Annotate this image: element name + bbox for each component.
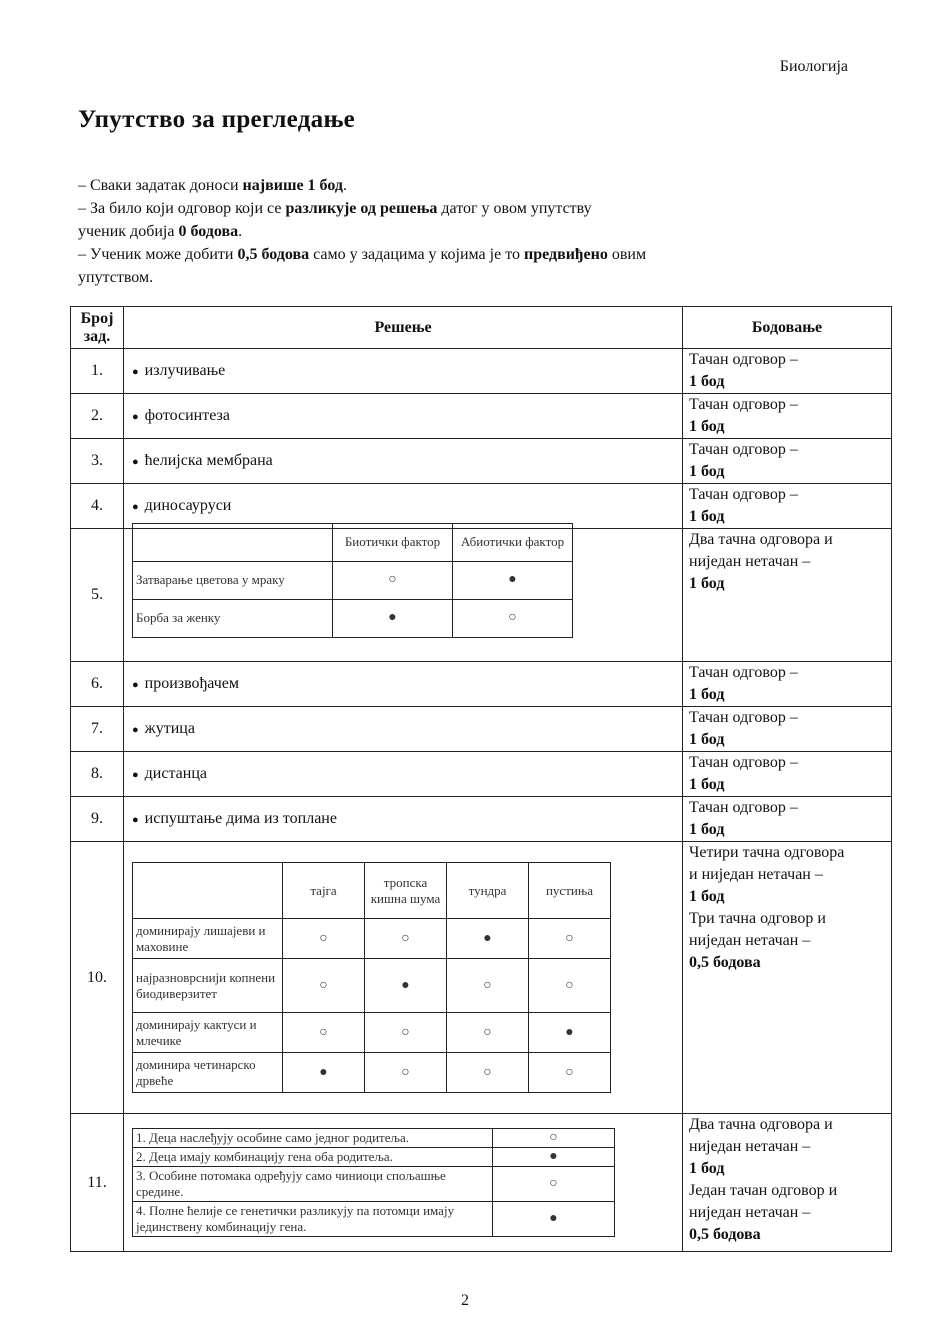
- scoring-cell: [683, 1114, 892, 1252]
- header-solution: Решење: [124, 307, 683, 349]
- statement-text: 2. Деца имају комбинацију гена оба родитеља.: [133, 1148, 493, 1167]
- bullet-icon: ●: [132, 366, 139, 378]
- scoring-cell: [683, 707, 892, 752]
- score-points: 1 бод: [689, 418, 725, 435]
- score-points: 1 бод: [689, 1160, 725, 1177]
- rule-text: .: [342, 177, 347, 194]
- answer-text: излучивање: [144, 362, 226, 379]
- score-text: и ниједан нетачан –: [689, 866, 823, 883]
- score-text: ниједан нетачан –: [689, 553, 811, 570]
- rule-text: овим: [607, 246, 647, 263]
- sub-grid-row-label: доминира четинарско дрвеће: [133, 1053, 283, 1093]
- empty-circle-icon: ○: [365, 1013, 447, 1053]
- rule-text: – За било који одговор који се: [78, 200, 286, 217]
- solution-cell: [124, 752, 683, 797]
- rule-line: [78, 243, 798, 266]
- score-points: 1 бод: [689, 686, 725, 703]
- score-points: 1 бод: [689, 821, 725, 838]
- score-text: ниједан нетачан –: [689, 1138, 811, 1155]
- filled-dot-icon: ●: [283, 1053, 365, 1093]
- score-text: Тачан одговор –: [689, 754, 798, 771]
- filled-dot-icon: ●: [493, 1148, 615, 1167]
- task-number: 8.: [71, 752, 124, 797]
- score-points: 1 бод: [689, 731, 725, 748]
- task-number: 11.: [71, 1114, 124, 1252]
- empty-circle-icon: ○: [447, 1013, 529, 1053]
- empty-circle-icon: ○: [529, 919, 611, 959]
- task-number: 7.: [71, 707, 124, 752]
- empty-circle-icon: ○: [283, 919, 365, 959]
- score-text: Тачан одговор –: [689, 664, 798, 681]
- task-number: 3.: [71, 439, 124, 484]
- bullet-icon: ●: [132, 679, 139, 691]
- bullet-icon: ●: [132, 411, 139, 423]
- empty-circle-icon: ○: [333, 561, 453, 599]
- solution-cell: [124, 529, 683, 662]
- score-points: 1 бод: [689, 575, 725, 592]
- answer-text: дистанца: [144, 765, 207, 782]
- sub-grid-row: [133, 599, 573, 637]
- filled-dot-icon: ●: [529, 1013, 611, 1053]
- sub-grid-col-header: Биотички фактор: [333, 523, 453, 561]
- sub-grid-col-header: тундра: [447, 863, 529, 919]
- header-task-number: Број зад.: [71, 307, 124, 349]
- bullet-icon: ●: [132, 501, 139, 513]
- scoring-cell: [683, 662, 892, 707]
- scoring-cell: [683, 797, 892, 842]
- rule-text: само у задацима у којима је то: [309, 246, 524, 263]
- statement-text: 4. Полне ћелије се генетички разликују па потомци имају јединствену комбинацију гена.: [133, 1202, 493, 1237]
- table-row: [71, 842, 892, 1114]
- score-text: Тачан одговор –: [689, 441, 798, 458]
- rule-emphasis: предвиђено: [523, 246, 608, 263]
- answer-text: диносауруси: [144, 497, 232, 514]
- rule-line: [78, 197, 798, 220]
- sub-grid-corner: [133, 523, 333, 561]
- statement-text: 1. Деца наслеђују особине само једног родитеља.: [133, 1129, 493, 1148]
- bullet-icon: ●: [132, 456, 139, 468]
- sub-grid-row: [133, 1053, 611, 1093]
- header-scoring: Бодовање: [683, 307, 892, 349]
- sub-grid-col-header: Абиотички фактор: [453, 523, 573, 561]
- sub-grid-row: [133, 561, 573, 599]
- scoring-cell: [683, 842, 892, 1114]
- filled-dot-icon: ●: [333, 599, 453, 637]
- table-row: [71, 394, 892, 439]
- rule-text: датог у овом упутству: [437, 200, 592, 217]
- empty-circle-icon: ○: [529, 1053, 611, 1093]
- solution-cell: [124, 662, 683, 707]
- rule-line: [78, 174, 798, 197]
- table-row: [71, 797, 892, 842]
- scoring-cell: [683, 484, 892, 529]
- rule-text: упутством.: [78, 269, 154, 286]
- scoring-cell: [683, 752, 892, 797]
- task-number: 4.: [71, 484, 124, 529]
- table-row: [71, 439, 892, 484]
- solution-cell: [124, 797, 683, 842]
- scoring-cell: [683, 439, 892, 484]
- score-text: ниједан нетачан –: [689, 932, 811, 949]
- bullet-icon: ●: [132, 814, 139, 826]
- empty-circle-icon: ○: [365, 1053, 447, 1093]
- score-text: Четири тачна одговора: [689, 844, 845, 861]
- answer-text: ћелијска мембрана: [144, 452, 273, 469]
- empty-circle-icon: ○: [447, 1053, 529, 1093]
- solution-cell: [124, 349, 683, 394]
- rule-line: [78, 220, 798, 243]
- empty-circle-icon: ○: [365, 919, 447, 959]
- score-text: Два тачна одговора и: [689, 1116, 833, 1133]
- score-text: Тачан одговор –: [689, 351, 798, 368]
- bullet-icon: ●: [132, 724, 139, 736]
- sub-grid-col-header: тајга: [283, 863, 365, 919]
- score-points: 0,5 бодова: [689, 1226, 761, 1243]
- sub-grid-row-label: најразноврснији копнени биодиверзитет: [133, 959, 283, 1013]
- score-text: Два тачна одговора и: [689, 531, 833, 548]
- sub-grid-row-label: Затварање цветова у мраку: [133, 561, 333, 599]
- empty-circle-icon: ○: [283, 1013, 365, 1053]
- subject-header: Биологија: [779, 58, 848, 75]
- score-text: ниједан нетачан –: [689, 1204, 811, 1221]
- statement-text: 3. Особине потомака одређују само чиниоци спољашње средине.: [133, 1167, 493, 1202]
- sub-grid: [132, 523, 573, 638]
- score-text: Три тачна одговор и: [689, 910, 826, 927]
- solution-cell: [124, 439, 683, 484]
- solution-cell: [124, 394, 683, 439]
- filled-dot-icon: ●: [493, 1202, 615, 1237]
- statement-row: [133, 1167, 615, 1202]
- score-points: 0,5 бодова: [689, 954, 761, 971]
- score-points: 1 бод: [689, 373, 725, 390]
- table-row: [71, 529, 892, 662]
- solution-cell: [124, 707, 683, 752]
- solution-cell: [124, 1114, 683, 1252]
- statement-list: [132, 1128, 615, 1237]
- table-row: [71, 662, 892, 707]
- task-number: 5.: [71, 529, 124, 662]
- score-text: Тачан одговор –: [689, 486, 798, 503]
- table-row: [71, 707, 892, 752]
- rule-line: [78, 266, 798, 289]
- task-number: 2.: [71, 394, 124, 439]
- empty-circle-icon: ○: [493, 1167, 615, 1202]
- sub-grid-col-header: тропска кишна шума: [365, 863, 447, 919]
- answer-text: испуштање дима из топлане: [144, 810, 337, 827]
- rule-emphasis: 0,5 бодова: [237, 246, 310, 263]
- answer-text: жутица: [144, 720, 195, 737]
- grading-rules: [78, 174, 798, 289]
- empty-circle-icon: ○: [447, 959, 529, 1013]
- rule-text: – Сваки задатак доноси: [78, 177, 243, 194]
- scoring-cell: [683, 349, 892, 394]
- statement-row: [133, 1148, 615, 1167]
- task-number: 10.: [71, 842, 124, 1114]
- statement-row: [133, 1129, 615, 1148]
- sub-grid-corner: [133, 863, 283, 919]
- answer-text: произвођачем: [144, 675, 240, 692]
- rule-text: – Ученик може добити: [78, 246, 238, 263]
- rule-emphasis: највише 1 бод: [242, 177, 343, 194]
- rule-emphasis: 0 бодова: [178, 223, 239, 240]
- solution-cell: [124, 842, 683, 1114]
- sub-grid-row: [133, 959, 611, 1013]
- sub-grid: [132, 862, 611, 1093]
- task-number: 6.: [71, 662, 124, 707]
- score-text: Тачан одговор –: [689, 799, 798, 816]
- empty-circle-icon: ○: [453, 599, 573, 637]
- score-text: Један тачан одговор и: [689, 1182, 838, 1199]
- answer-text: фотосинтеза: [144, 407, 230, 424]
- score-points: 1 бод: [689, 463, 725, 480]
- task-number: 1.: [71, 349, 124, 394]
- sub-grid-row: [133, 1013, 611, 1053]
- table-row: [71, 349, 892, 394]
- score-points: 1 бод: [689, 508, 725, 525]
- sub-grid-header: [133, 863, 611, 919]
- rule-text: .: [238, 223, 243, 240]
- table-row: [71, 1114, 892, 1252]
- answer-key-table: [70, 306, 892, 1252]
- statement-row: [133, 1202, 615, 1237]
- sub-grid-row: [133, 919, 611, 959]
- page-number: 2: [461, 1292, 469, 1309]
- score-points: 1 бод: [689, 888, 725, 905]
- empty-circle-icon: ○: [529, 959, 611, 1013]
- filled-dot-icon: ●: [447, 919, 529, 959]
- bullet-icon: ●: [132, 769, 139, 781]
- empty-circle-icon: ○: [493, 1129, 615, 1148]
- page-title: Упутство за прегледање: [78, 106, 356, 133]
- sub-grid-row-label: доминирају кактуси и млечике: [133, 1013, 283, 1053]
- empty-circle-icon: ○: [283, 959, 365, 1013]
- scoring-cell: [683, 529, 892, 662]
- task-number: 9.: [71, 797, 124, 842]
- sub-grid-row-label: доминирају лишајеви и маховине: [133, 919, 283, 959]
- sub-grid-header: [133, 523, 573, 561]
- score-text: Тачан одговор –: [689, 709, 798, 726]
- rule-text: ученик добија: [78, 223, 179, 240]
- sub-grid-row-label: Борба за женку: [133, 599, 333, 637]
- rule-emphasis: разликује од решења: [285, 200, 438, 217]
- scoring-cell: [683, 394, 892, 439]
- filled-dot-icon: ●: [365, 959, 447, 1013]
- sub-grid-col-header: пустиња: [529, 863, 611, 919]
- score-points: 1 бод: [689, 776, 725, 793]
- filled-dot-icon: ●: [453, 561, 573, 599]
- table-row: [71, 752, 892, 797]
- score-text: Тачан одговор –: [689, 396, 798, 413]
